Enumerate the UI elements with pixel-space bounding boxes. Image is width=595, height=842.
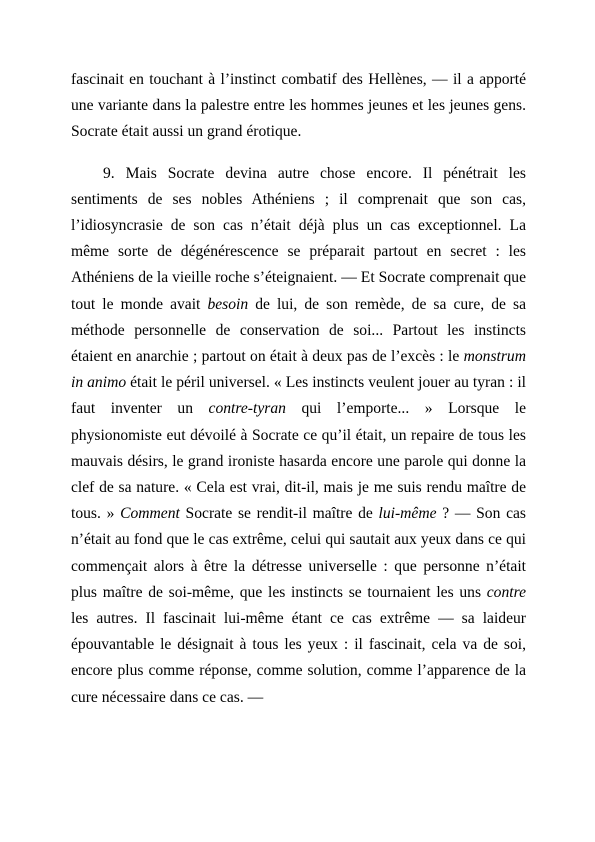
text-segment: les autres. Il fascinait lui-même étant ce cas extrême — sa laideur épouvantable le désignait à tous les yeux : il fascinait, cela va de soi, encore plus comme réponse, comme solution, comme l’apparence de la cure nécessaire dans ce cas. — bbox=[71, 610, 526, 706]
italic-text: Comment bbox=[120, 505, 180, 523]
italic-text: contre bbox=[486, 583, 526, 601]
text-segment: ? — Son cas n’était au fond que le cas extrême, celui qui sautait aux yeux dans ce qui commençait alors à être la détresse universelle : que personne n’était plus maître de soi-même, que les instincts se tournaient les uns bbox=[71, 505, 526, 601]
text-segment: fascinait en touchant à l’instinct combatif des Hellènes, — il a apporté une variante dans la palestre entre les hommes jeunes et les jeunes gens. Socrate était aussi un grand érotique. bbox=[71, 71, 526, 141]
text-segment: de lui, de son remède, de sa cure, de sa méthode personnelle de conservation de soi... Partout les instincts étaient en anarchie ; partout on était à deux pas de l’excès : le bbox=[71, 295, 526, 366]
text-segment: qui l’emporte... » Lorsque le physionomiste eut dévoilé à Socrate ce qu’il était, un repaire de tous les mauvais désirs, le grand ironiste hasarda encore une parole qui donne la clef de sa nature. « Cela est vrai, dit-il, mais je me suis rendu maître de tous. » bbox=[71, 400, 526, 523]
italic-text: monstrum in animo bbox=[71, 348, 526, 392]
text-segment: était le péril universel. « Les instincts veulent jouer au tyran : il faut inventer un bbox=[71, 374, 526, 418]
text-segment: Socrate se rendit-il maître de bbox=[179, 505, 379, 523]
text-segment: 9. Mais Socrate devina autre chose encore. Il pénétrait les sentiments de ses nobles Athéniens ; il comprenait que son cas, l’idiosyncrasie de son cas n’était déjà plus un cas exceptionnel. La même sorte de dégénérescence se préparait partout en secret : les Athéniens de la vieille roche s’éteignaient. — Et Socrate comprenait que tout le monde avait bbox=[71, 164, 526, 313]
italic-text: besoin bbox=[207, 295, 249, 313]
body-text bbox=[71, 67, 526, 711]
paragraph-section-9 bbox=[71, 161, 526, 711]
italic-text: lui-même bbox=[378, 505, 437, 523]
paragraph-continuation bbox=[71, 67, 526, 146]
italic-text: contre-tyran bbox=[208, 400, 286, 418]
